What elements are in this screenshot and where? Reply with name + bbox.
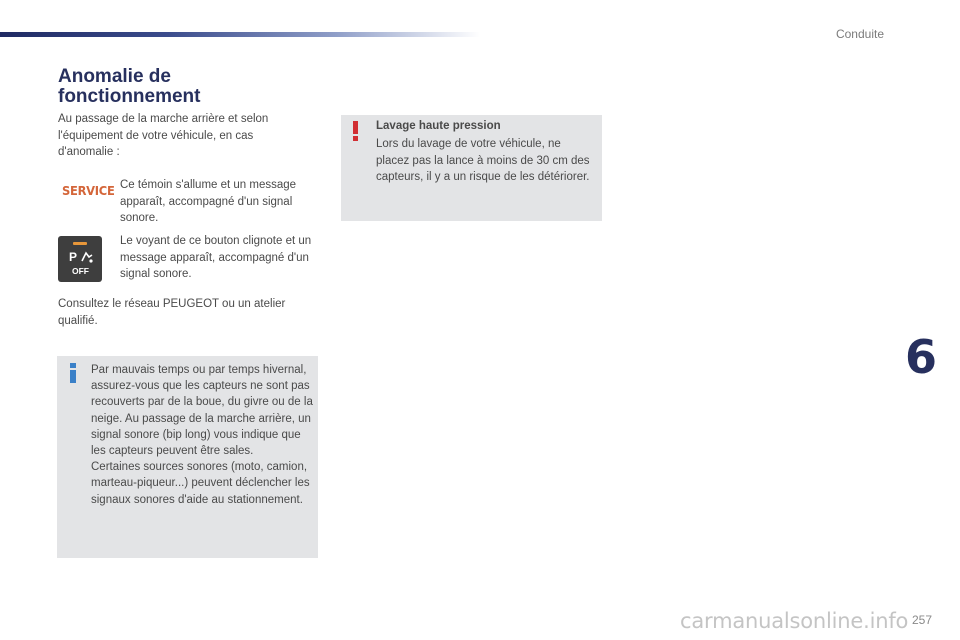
service-warning-icon: SERVICE <box>62 183 115 198</box>
park-symbol: P <box>69 250 78 264</box>
info-paragraph-2: Certaines sources sonores (moto, camion, marteau-piqueur...) peuvent déclencher les signaux sonores d'aide au stationnement. <box>91 461 310 506</box>
button-led-icon <box>73 242 87 245</box>
consult-text: Consultez le réseau PEUGEOT ou un atelier qualifié. <box>58 298 286 327</box>
warning-text: Lors du lavage de votre véhicule, ne placez pas la lance à moins de 30 cm des capteurs, il y a un risque de les détériorer. <box>376 138 590 183</box>
page-title: Anomalie de fonctionnement <box>58 66 201 107</box>
info-text <box>91 362 313 508</box>
page-number: 257 <box>912 613 933 627</box>
button-description: Le voyant de ce bouton clignote et un message apparaît, accompagné d'un signal sonore. <box>120 235 312 280</box>
info-paragraph-1: Par mauvais temps ou par temps hivernal, assurez-vous que les capteurs ne sont pas recouverts par de la boue, du givre ou de la neige. Au passage de la marche arrière, un signal sonore (bip long) vous indique que les capteurs peuvent être sales. <box>91 364 313 458</box>
watermark: carmanualsonline.info <box>680 609 909 633</box>
intro-text: Au passage de la marche arrière et selon l'équipement de votre véhicule, en cas d'anomalie : <box>58 113 269 158</box>
chapter-label: Conduite <box>835 27 884 41</box>
info-icon <box>68 363 78 383</box>
warning-icon <box>352 121 360 141</box>
car-sensor-icon <box>80 250 94 264</box>
header-gradient-bar <box>0 32 480 37</box>
chapter-number: 6 <box>905 330 938 384</box>
warning-title: Lavage haute pression <box>376 120 501 132</box>
park-assist-off-button-icon <box>58 236 102 282</box>
off-label: OFF <box>72 266 89 276</box>
service-description: Ce témoin s'allume et un message apparaît, accompagné d'un signal sonore. <box>120 179 297 224</box>
